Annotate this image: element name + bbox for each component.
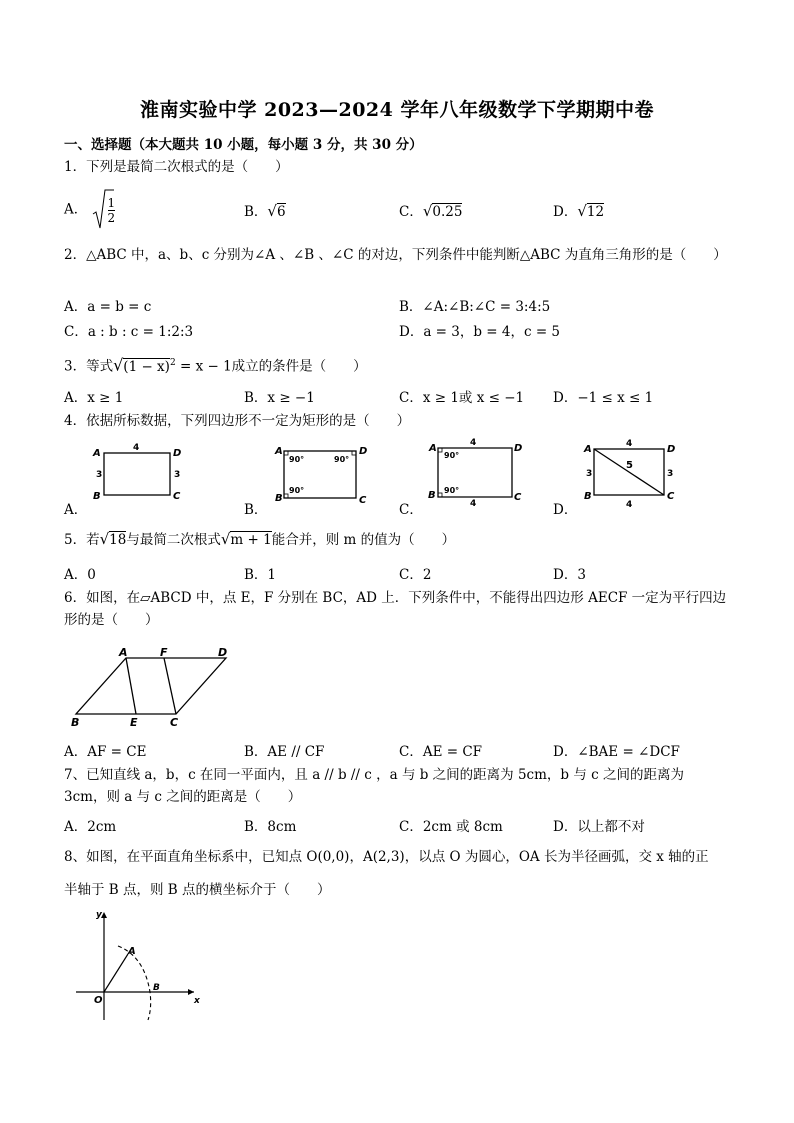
point-label-b: B (153, 983, 160, 993)
option-letter: D． (553, 204, 578, 220)
vertex-label-b: B (71, 716, 80, 728)
q4-figure-d (578, 436, 682, 508)
q3-option-b[interactable]: B．x ≥ −1 (244, 390, 315, 406)
q7-option-b[interactable]: B．8cm (244, 819, 297, 835)
side-label-left: 3 (96, 470, 103, 480)
stem-text: 能合并，则 m 的值为（ ） (271, 532, 456, 548)
sqrt-sign-icon: √ (422, 202, 433, 220)
question-1-stem: 1．下列是最简二次根式的是（ ） (64, 159, 289, 175)
angle-label: 90° (289, 486, 305, 495)
q4-option-c[interactable]: C． (399, 502, 423, 518)
option-letter: A． (64, 201, 88, 218)
side-label-top: 4 (470, 438, 477, 448)
q2-option-c[interactable]: C．a : b : c = 1:2:3 (64, 324, 194, 340)
diagonal-label: 5 (626, 460, 633, 471)
q2-option-d[interactable]: D．a = 3，b = 4，c = 5 (399, 324, 561, 340)
radicand: m + 1 (230, 532, 272, 548)
question-4-stem: 4．依据所标数据，下列四边形不一定为矩形的是（ ） (64, 413, 411, 429)
stem-text: 5．若 (64, 532, 100, 548)
question-6-stem: 6．如图，在▱ABCD 中，点 E，F 分别在 BC，AD 上．下列条件中，不能得出四边形 AECF 一定为平行四边形的是（ ） (64, 590, 727, 628)
q8-coordinate-figure (66, 908, 206, 1024)
axis-label-x: x (194, 996, 200, 1006)
vertex-label-c: C (170, 716, 179, 728)
q1-option-d[interactable] (553, 200, 604, 220)
q5-option-b[interactable]: B．1 (244, 567, 277, 583)
point-label-a: A (128, 946, 136, 957)
denominator: 2 (107, 210, 116, 225)
q3-option-d[interactable]: D．−1 ≤ x ≤ 1 (553, 390, 654, 406)
q6-parallelogram-figure (66, 642, 246, 728)
q5-option-a[interactable]: A．0 (64, 567, 96, 583)
side-label-bottom: 4 (626, 500, 633, 508)
stem-text: = x − 1成立的条件是（ ） (179, 358, 367, 375)
vertex-label-c: C (173, 491, 181, 502)
sqrt-sign-icon: √ (99, 530, 110, 548)
q1-option-b[interactable] (244, 200, 286, 220)
vertex-label-d: D (173, 448, 182, 459)
question-8-line-1: 8、如图，在平面直角坐标系中，已知点 O(0,0)，A(2,3)，以点 O 为圆心，OA 长为半径画弧，交 x 轴的正 (64, 849, 709, 865)
radicand: 0.25 (432, 204, 463, 220)
q3-option-a[interactable]: A．x ≥ 1 (64, 390, 124, 406)
origin-label: O (94, 995, 103, 1006)
radicand: 6 (276, 204, 286, 220)
radicand: 18 (109, 532, 127, 548)
option-letter: C． (399, 204, 423, 220)
vertex-label-a: A (584, 444, 592, 455)
angle-label: 90° (334, 455, 350, 464)
q4-figure-a (88, 440, 188, 506)
q6-option-b[interactable]: B．AE // CF (244, 744, 325, 760)
option-letter: B． (244, 204, 268, 220)
sqrt-sign-icon: √ (577, 202, 587, 220)
q2-option-a[interactable]: A．a = b = c (64, 299, 152, 315)
numerator: 1 (107, 195, 116, 210)
vertex-label-c: C (514, 492, 522, 503)
vertex-label-d: D (218, 646, 228, 659)
question-3-stem (64, 352, 367, 378)
q3-option-c[interactable]: C．x ≥ 1或 x ≤ −1 (399, 390, 525, 406)
vertex-label-b: B (93, 491, 101, 502)
vertex-label-d: D (514, 443, 523, 454)
vertex-label-e: E (130, 716, 138, 728)
stem-text: 3．等式 (64, 358, 114, 375)
vertex-label-d: D (359, 446, 368, 457)
radicand: 12 (586, 204, 605, 220)
side-label-top: 4 (626, 439, 633, 449)
vertex-label-b: B (584, 491, 592, 502)
sqrt-sign-icon: √ (267, 202, 277, 220)
sqrt-sign-icon: √ (113, 355, 124, 375)
vertex-label-d: D (667, 444, 676, 455)
side-label-right: 3 (174, 470, 181, 480)
vertex-label-a: A (93, 448, 101, 459)
fraction (108, 196, 116, 225)
stem-text: 与最简二次根式 (126, 532, 221, 548)
q4-option-d[interactable]: D． (553, 502, 578, 518)
vertex-label-c: C (359, 495, 367, 506)
section-heading: 一、选择题（本大题共 10 小题，每小题 3 分，共 30 分） (64, 137, 423, 153)
side-label-left: 3 (586, 469, 593, 479)
q6-option-d[interactable]: D．∠BAE = ∠DCF (553, 744, 680, 760)
question-2-stem: 2．△ABC 中，a、b、c 分别为∠A 、∠B 、∠C 的对边，下列条件中能判断△ABC 为直角三角形的是（ ） (64, 247, 727, 263)
q6-option-c[interactable]: C．AE = CF (399, 744, 483, 760)
side-label-right: 3 (667, 469, 674, 479)
vertex-label-b: B (275, 493, 283, 504)
angle-label: 90° (444, 451, 460, 460)
q4-option-a[interactable]: A． (64, 502, 88, 518)
q4-figure-b (270, 440, 374, 506)
axis-label-y: y (96, 910, 102, 920)
radicand: (1 − x) (123, 358, 170, 375)
side-label-bottom: 4 (470, 499, 477, 506)
q4-option-b[interactable]: B． (244, 502, 268, 518)
vertex-label-a: A (119, 646, 128, 659)
vertex-label-a: A (429, 443, 437, 454)
q5-option-c[interactable]: C．2 (399, 567, 432, 583)
q6-option-a[interactable]: A．AF = CE (64, 744, 147, 760)
page-title: 淮南实验中学 2023—2024 学年八年级数学下学期期中卷 (140, 99, 654, 121)
q7-option-c[interactable]: C．2cm 或 8cm (399, 819, 503, 835)
q1-option-a[interactable] (64, 188, 115, 232)
q5-option-d[interactable]: D．3 (553, 567, 586, 583)
sqrt-sign-icon: √ (220, 530, 231, 548)
side-label-top: 4 (133, 443, 140, 453)
question-7-stem: 7、已知直线 a，b，c 在同一平面内，且 a // b // c ，a 与 b 之间的距离为 5cm，b 与 c 之间的距离为 3cm，则 a 与 c 之间的距离是（ ） (64, 767, 684, 805)
vertex-label-c: C (667, 491, 675, 502)
q7-option-d[interactable]: D．以上都不对 (553, 819, 645, 835)
question-8-line-2: 半轴于 B 点，则 B 点的横坐标介于（ ） (64, 882, 331, 898)
vertex-label-b: B (428, 490, 436, 501)
q2-option-b[interactable]: B．∠A:∠B:∠C = 3:4:5 (399, 299, 551, 315)
q7-option-a[interactable]: A．2cm (64, 819, 117, 835)
vertex-label-f: F (160, 646, 168, 659)
exponent: 2 (169, 358, 176, 368)
q4-figure-c (424, 436, 528, 506)
angle-label: 90° (289, 455, 305, 464)
vertex-label-a: A (275, 446, 283, 457)
question-5-stem (64, 528, 455, 551)
q1-option-c[interactable] (399, 200, 462, 220)
angle-label: 90° (444, 486, 460, 495)
